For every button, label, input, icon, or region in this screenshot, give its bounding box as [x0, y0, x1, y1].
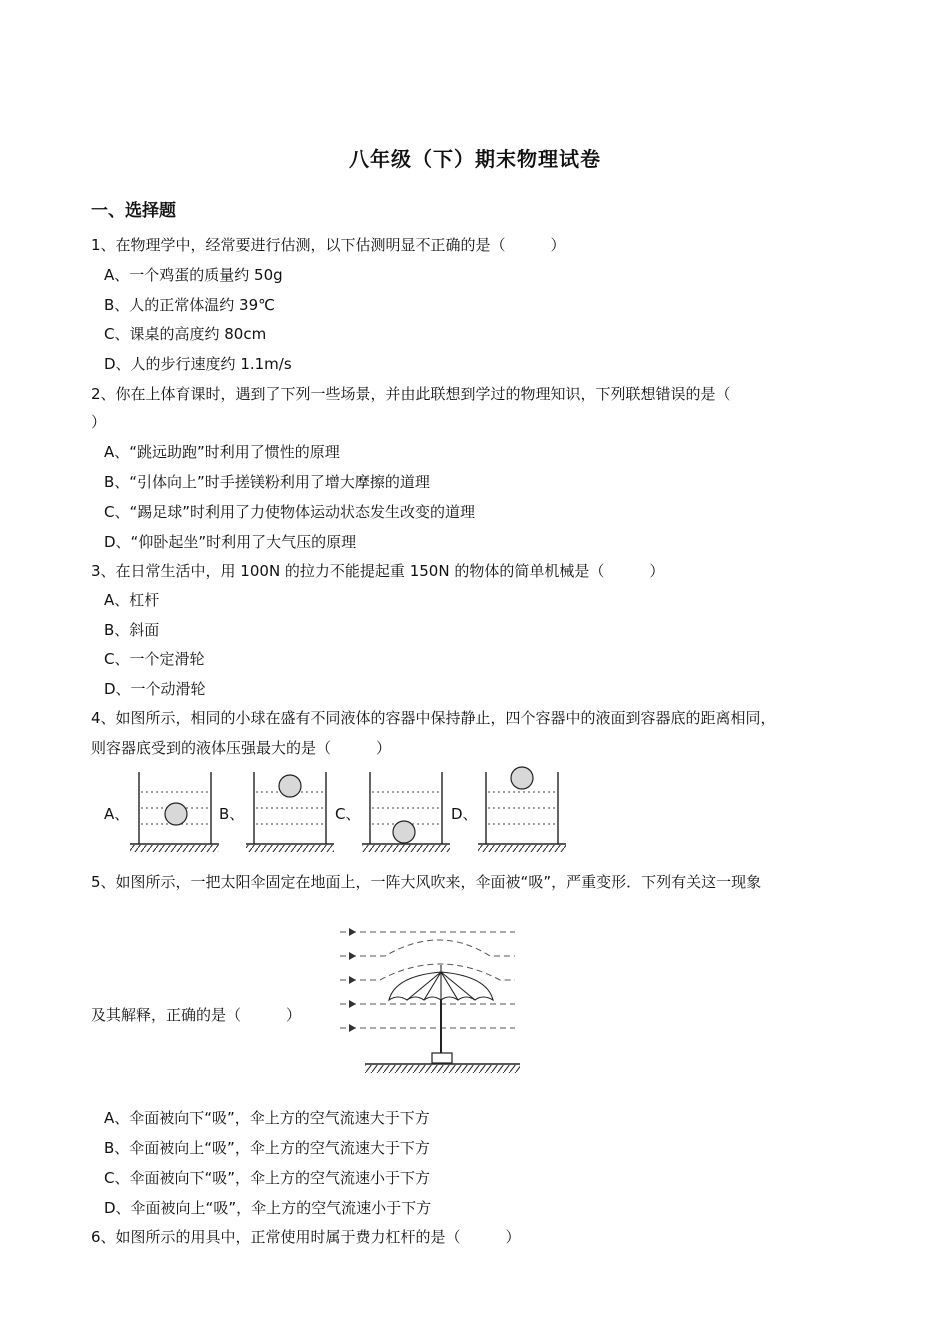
question-6-stem: 6、如图所示的用具中，正常使用时属于费力杠杆的是（ ） — [91, 1228, 521, 1246]
question-3-stem: 3、在日常生活中，用 100N 的拉力不能提起重 150N 的物体的简单机械是（ ） — [91, 562, 665, 580]
container-a — [130, 772, 219, 852]
question-5-option-a: A、伞面被向下“吸”，伞上方的空气流速大于下方 — [104, 1109, 430, 1127]
question-2-stem-line1: 2、你在上体育课时，遇到了下列一些场景，并由此联想到学过的物理知识，下列联想错误的是（ — [91, 385, 731, 403]
question-3-option-b: B、斜面 — [104, 621, 160, 639]
container-d — [478, 767, 566, 852]
container-d-label: D、 — [451, 805, 478, 823]
question-2-option-c: C、“踢足球”时利用了力使物体运动状态发生改变的道理 — [104, 503, 476, 521]
question-1-stem: 1、在物理学中，经常要进行估测，以下估测明显不正确的是（ ） — [91, 236, 566, 254]
umbrella-figure — [340, 928, 520, 1073]
question-3-option-d: D、一个动滑轮 — [104, 680, 206, 698]
ball-c — [393, 821, 415, 843]
container-a-label: A、 — [104, 805, 130, 823]
question-2-option-a: A、“跳远助跑”时利用了惯性的原理 — [104, 443, 340, 461]
question-3-option-a: A、杠杆 — [104, 591, 160, 609]
question-2-option-d: D、“仰卧起坐”时利用了大气压的原理 — [104, 533, 357, 551]
question-1-option-d: D、人的步行速度约 1.1m/s — [104, 355, 292, 373]
page-title: 八年级（下）期末物理试卷 — [349, 147, 601, 171]
question-2-stem-line2: ） — [91, 413, 107, 431]
question-5-option-c: C、伞面被向下“吸”，伞上方的空气流速小于下方 — [104, 1169, 431, 1187]
question-1-option-b: B、人的正常体温约 39℃ — [104, 296, 275, 314]
container-c — [362, 772, 450, 852]
ball-b — [279, 775, 301, 797]
question-2-option-b: B、“引体向上”时手搓镁粉利用了增大摩擦的道理 — [104, 473, 430, 491]
container-b — [246, 772, 334, 852]
section-heading: 一、选择题 — [91, 201, 176, 221]
question-3-option-c: C、一个定滑轮 — [104, 650, 205, 668]
question-5-stem-line1: 5、如图所示，一把太阳伞固定在地面上，一阵大风吹来，伞面被“吸”，严重变形．下列有关这一现象 — [91, 873, 762, 891]
wind-arrows — [349, 928, 356, 1032]
question-4-stem-line2: 则容器底受到的液体压强最大的是（ ） — [91, 739, 392, 757]
question-1-option-a: A、一个鸡蛋的质量约 50g — [104, 266, 283, 284]
container-b-label: B、 — [219, 805, 245, 823]
question-5-option-b: B、伞面被向上“吸”，伞上方的空气流速大于下方 — [104, 1139, 430, 1157]
question-5-option-d: D、伞面被向上“吸”，伞上方的空气流速小于下方 — [104, 1199, 432, 1217]
ball-a — [165, 803, 187, 825]
question-1-option-c: C、课桌的高度约 80cm — [104, 325, 267, 343]
question-4-stem-line1: 4、如图所示，相同的小球在盛有不同液体的容器中保持静止，四个容器中的液面到容器底的距离相同， — [91, 709, 776, 727]
question-5-stem-line2: 及其解释，正确的是（ ） — [91, 1006, 302, 1024]
ball-d — [511, 767, 533, 789]
container-c-label: C、 — [335, 805, 361, 823]
